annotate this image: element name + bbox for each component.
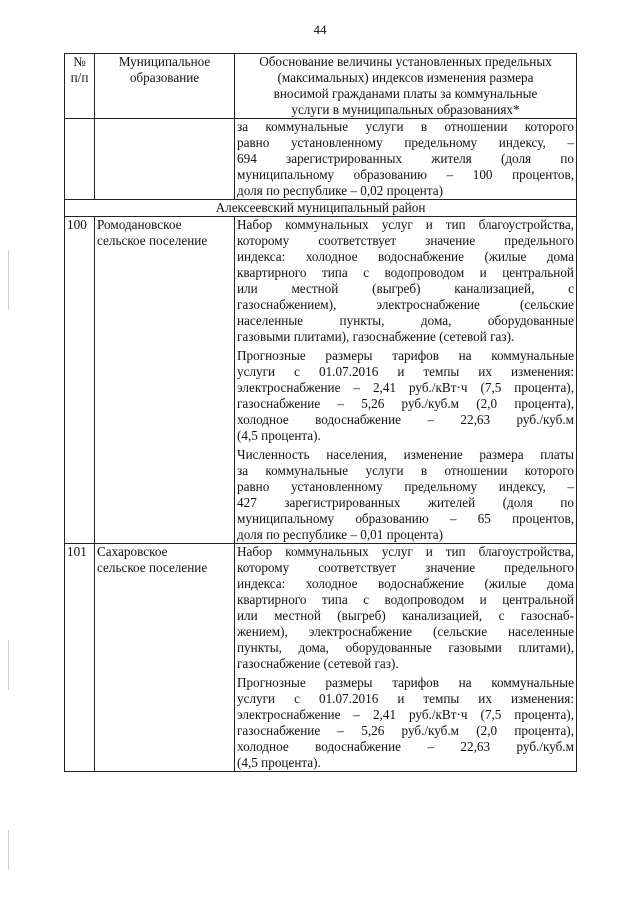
page-number: 44 xyxy=(313,22,327,37)
paragraph-tariffs: Прогнозные размеры тарифов на коммунальные услуги с 01.07.2016 и темпы их изменения: электроснабжение – 2,41 руб./кВт·ч (7,5 процента), газоснабжение – 5,26 руб./куб.м (2,0 процента), холодное водоснабжение – 22,63 руб./куб.м (4,5 процента). xyxy=(237,348,574,443)
header-justification: Обоснование величины установленных предельных (максимальных) индексов изменения размера вносимой гражданами платы за коммунальные услуги в муниципальных образованиях* xyxy=(235,54,577,119)
municipality-name: Сахаровское сельское поселение xyxy=(95,544,235,772)
cell-empty xyxy=(65,119,95,200)
district-row xyxy=(65,200,577,217)
paragraph-services: Набор коммунальных услуг и тип благоустройства, которому соответствует значение предельного индекса: холодное водоснабжение (жилые дома квартирного типа с водопроводом и центральной или местной (выгреб) канализацией, с газоснабжением), электроснабжение (сельские населенные пункты, дома, оборудованные газовыми плитами), газоснабжение (сетевой газ). xyxy=(237,217,574,344)
scan-margin-mark xyxy=(8,640,9,690)
justification-text xyxy=(235,217,577,544)
district-name: Алексеевский муниципальный район xyxy=(65,200,577,217)
table-row-continuation xyxy=(65,119,577,200)
scan-margin-mark xyxy=(8,250,9,310)
header-municipality: Муниципальное образование xyxy=(95,54,235,119)
paragraph-services: Набор коммунальных услуг и тип благоустройства, которому соответствует значение предельного индекса: холодное водоснабжение (жилые дома квартирного типа с водопроводом и центральной или местной (выгреб) канализацией, с газоснаб- жением), электроснабжение (сельские населенные пункты, дома, оборудованные газовыми плитами), газоснабжение (сетевой газ). xyxy=(237,544,574,671)
header-number: № п/п xyxy=(65,54,95,119)
table-header-row xyxy=(65,54,577,119)
justification-text xyxy=(235,544,577,772)
continuation-text: за коммунальные услуги в отношении которого равно установленному предельному индексу, – 694 зарегистрированных жителя (доля по муниципальному образованию – 100 процентов, доля по республике – 0,02 процента) xyxy=(235,119,577,200)
table-row xyxy=(65,544,577,772)
row-number: 101 xyxy=(65,544,95,772)
municipality-name: Ромодановское сельское поселение xyxy=(95,217,235,544)
paragraph-population: Численность населения, изменение размера платы за коммунальные услуги в отношении которого равно установленному предельному индексу, – 427 зарегистрированных жителей (доля по муниципальному образованию – 65 процентов, доля по республике – 0,01 процента) xyxy=(237,447,574,542)
cell-empty xyxy=(95,119,235,200)
tariff-table xyxy=(64,53,577,772)
row-number: 100 xyxy=(65,217,95,544)
scan-margin-mark xyxy=(8,830,9,870)
table-row xyxy=(65,217,577,544)
paragraph-tariffs: Прогнозные размеры тарифов на коммунальные услуги с 01.07.2016 и темпы их изменения: электроснабжение – 2,41 руб./кВт·ч (7,5 процента), газоснабжение – 5,26 руб./куб.м (2,0 процента), холодное водоснабжение – 22,63 руб./куб.м (4,5 процента). xyxy=(237,675,574,770)
